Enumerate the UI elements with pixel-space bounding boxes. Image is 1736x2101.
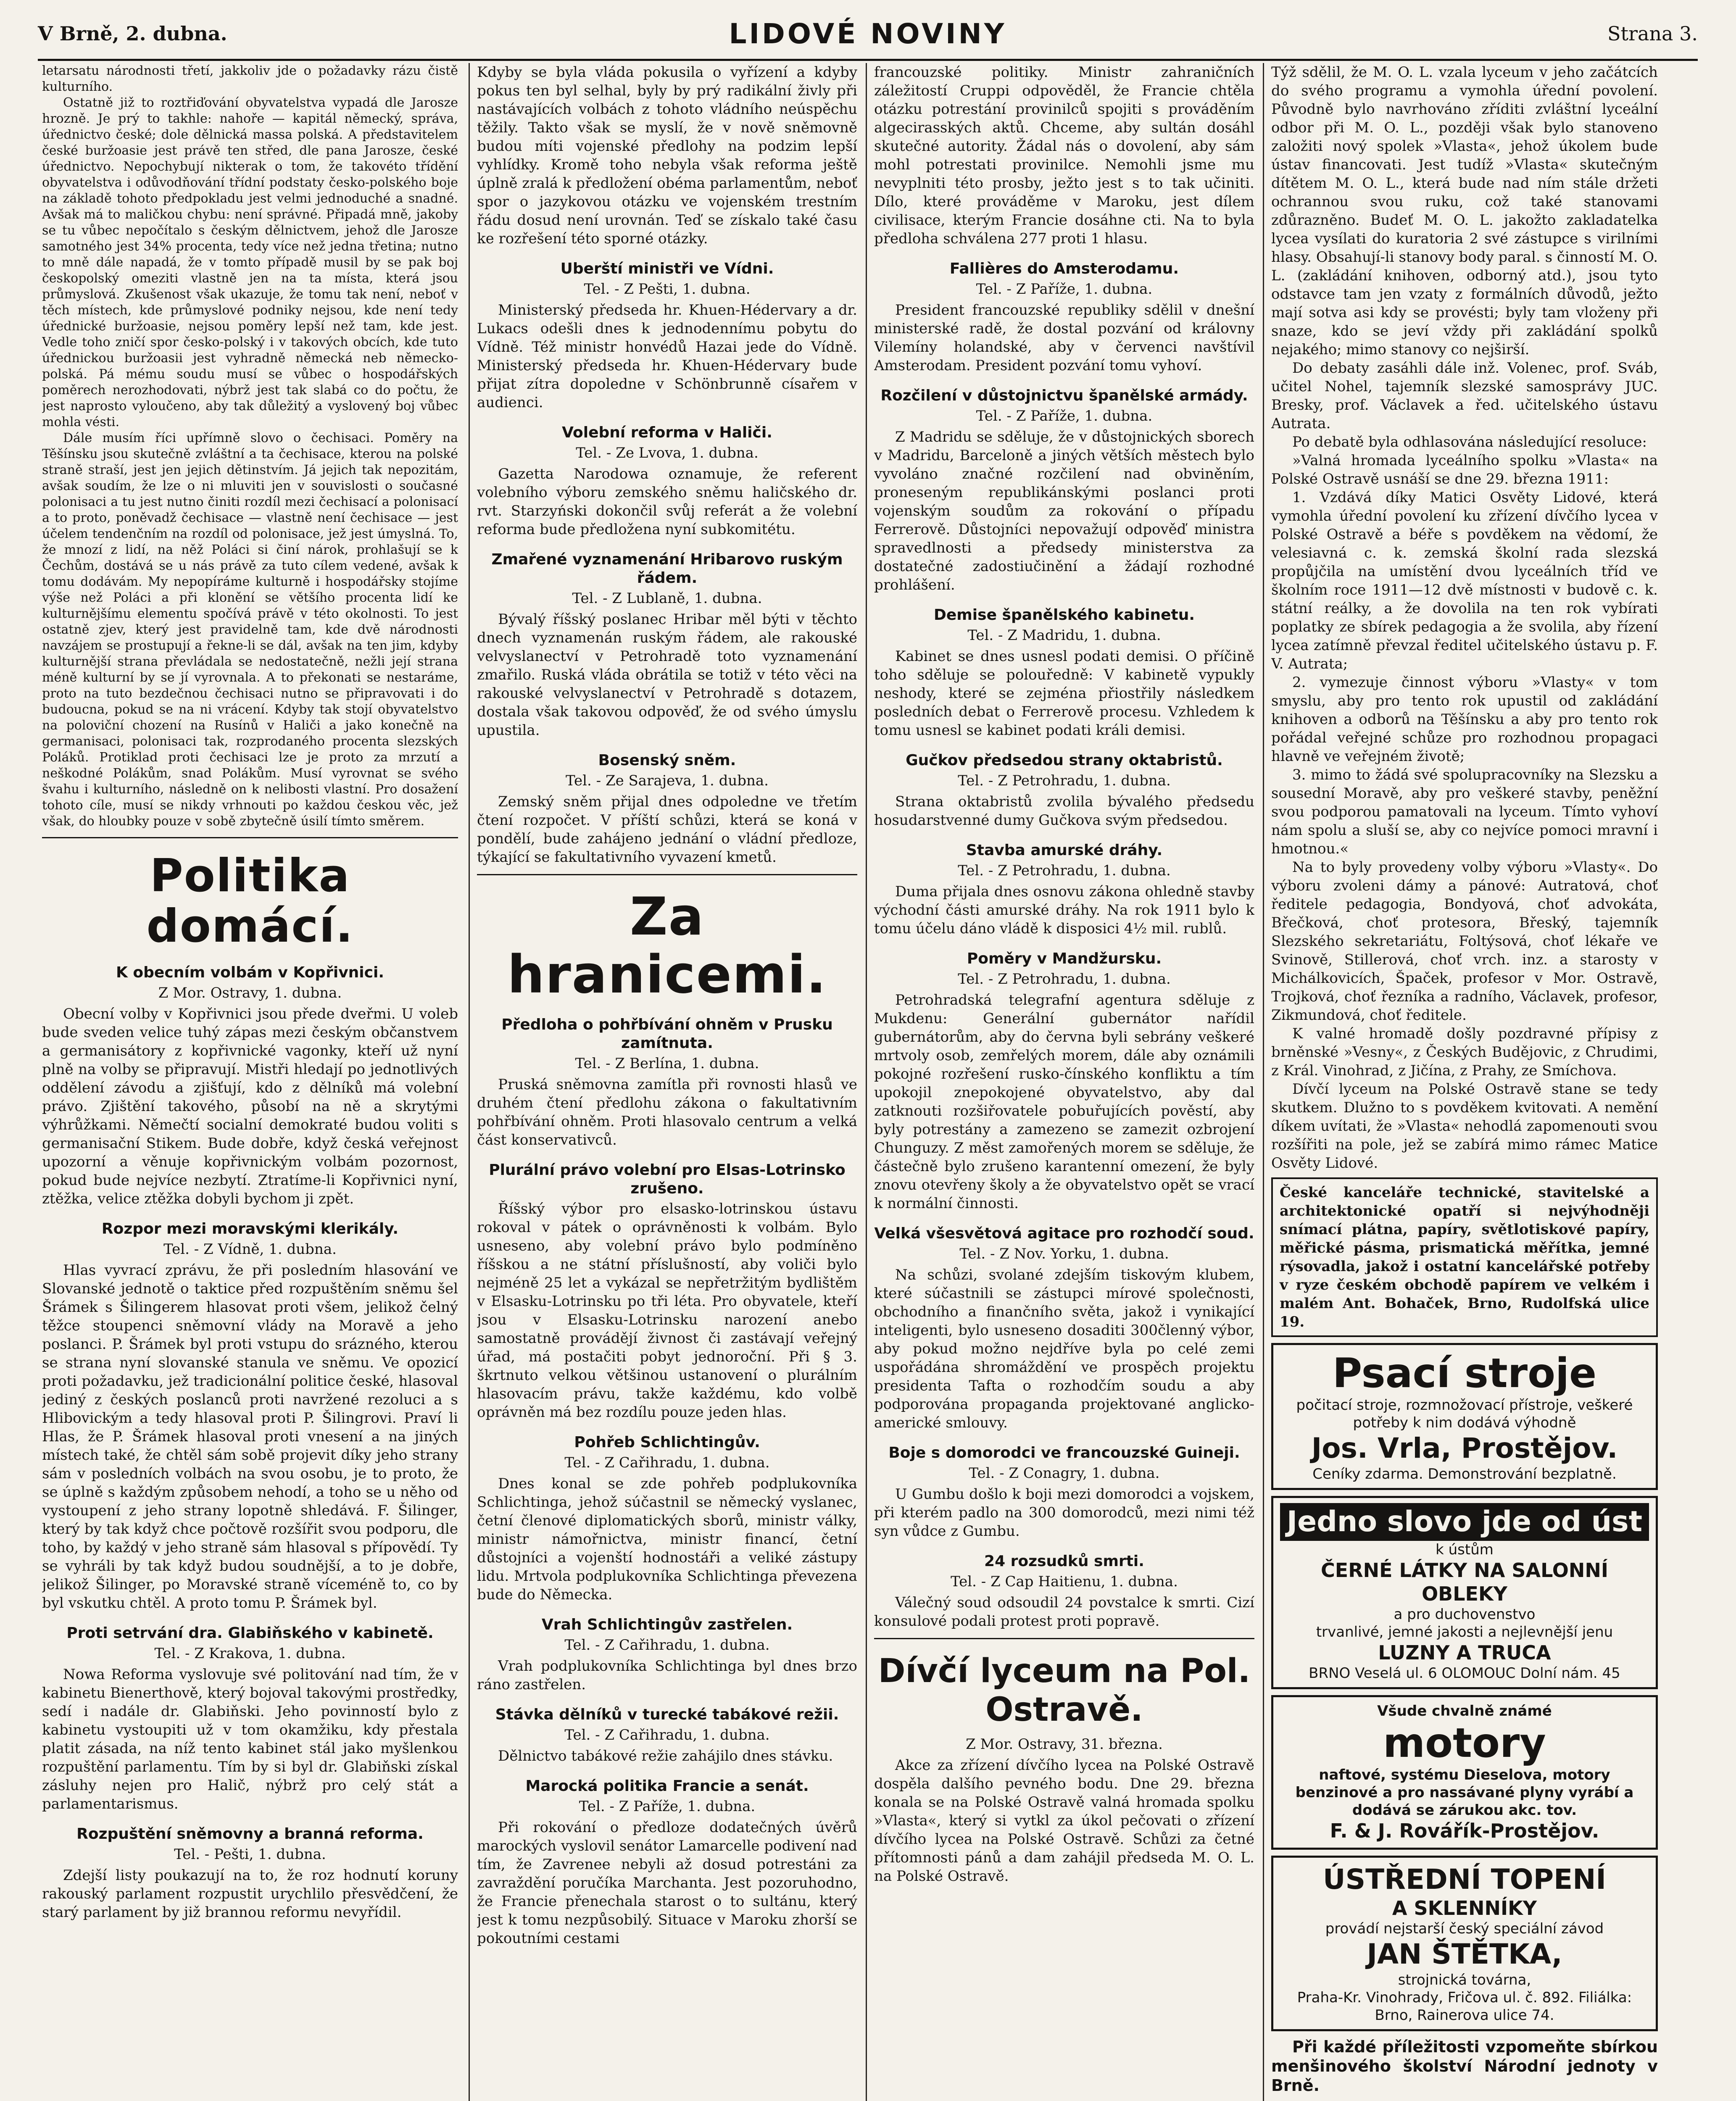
article-text: Obecní volby v Kopřivnici jsou přede dveřmi. U voleb bude sveden velice tuhý zápas mezi českým občanstvem a germanisátory z kopřivnické vagonky, kteří už nyní plně na volby se připravují. Mistři hledají po jednotlivých oddělení závodu a zjišťují, kdo z dělníků má volební právo. Zjištění takového, působí na ně a skrytými výhrůžkami. Němečtí socialní demokraté budou voliti s germanisační Stikem. Bude dobře, když česká veřejnost upozorní a věnuje kopřivnickým volbám pozornost, pokud bude nejvíce nezbytí. Ztratíme-li Kopřivnici nyní, ztěžka, velice ztěžka dobyli bychom ji zpět.: [42, 1006, 458, 1207]
advertisement-motory: [1271, 1695, 1658, 1850]
article-title: K obecním volbám v Kopřivnici.: [116, 964, 384, 981]
article-title: Bosenský sněm.: [598, 752, 736, 769]
article-title: Plurální právo volební pro Elsas-Lotrinsko zrušeno.: [489, 1161, 846, 1197]
article-text: Bývalý říšský poslanec Hribar měl býti v těchto dnech vyznamenán ruským řádem, ale rakouské velvyslanectví v Petrohradě toto vyznamenání zmařilo. Ruská vláda obrátila se totiž v této věci na rakouské velvyslanectví v Petrohradě s dotazem, dostala však takovou odpověď, že od svého úmyslu upustila.: [477, 611, 857, 739]
ad-title: motory: [1383, 1719, 1546, 1767]
paragraph: K valné hromadě došly pozdravné přípisy z brněnské »Vesny«, z Českých Budějovic, z Chrudimi, z Král. Vinohrad, z Jičína, z Prahy, ze Smíchova.: [1271, 1025, 1658, 1079]
masthead-date: V Brně, 2. dubna.: [38, 22, 227, 45]
article-dateline: Tel. - Z Madridu, 1. dubna.: [967, 627, 1161, 644]
advertisement-psaci-stroje: [1271, 1343, 1658, 1490]
article-dateline: Tel. - Z Cařihradu, 1. dubna.: [564, 1637, 770, 1653]
paragraph: 2. vymezuje činnost výboru »Vlasty« v tom smyslu, aby pro tento rok upustil od zakládání knihoven a odborů na Těšínsku a aby pro tento rok pořádal veřejné schůze pro rozhodnou propagaci hlavně ve veřejném životě;: [1271, 674, 1658, 765]
section-heading: Dívčí lyceum na Pol. Ostravě.: [878, 1652, 1251, 1729]
article-text: Nowa Reforma vyslovuje své politování nad tím, že v kabinetu Bienerthově, který bojoval takovými prostředky, sedí i nadále dr. Glabiňski. Jeho povinností bylo z kabinetu vystoupiti už v tom okamžiku, kdy přestala platit zásada, na níž tento kabinet stál jako myšlenkou rozpuštění parlamentu. Tím by si byl dr. Glabiňski získal zásluhy nejen pro Halič, nýbrž pro celý stát a parlamentarismus.: [42, 1666, 458, 1812]
article-dateline: Tel. - Z Paříže, 1. dubna.: [579, 1798, 756, 1815]
article-title: Rozpuštění sněmovny a branná reforma.: [76, 1825, 424, 1843]
article-title: Proti setrvání dra. Glabiňského v kabinetě.: [66, 1624, 434, 1642]
ad-text: A SKLENNÍKY: [1392, 1897, 1537, 1919]
ad-title: Psací stroje: [1332, 1350, 1597, 1397]
article-dateline: Tel. - Z Cařihradu, 1. dubna.: [564, 1454, 770, 1471]
article-text: Říšský výbor pro elsasko-lotrinskou ústavu rokoval v pátek o oprávněnosti k volbám. Bylo usneseno, aby volební právo bylo podmíněno říšskou a ne státní příslušností, aby voliči bylo nejméně 25 let a vykázal se nepřetržitým bydlištěm v Elsasku-Lotrinsku po tři léta. Pro obyvatele, kteří jsou v Elsasku-Lotrinsku narození anebo samostatně provádějí živnost či zastávají veřejný úřad, má postačiti pobyt jednoroční. Při § 3. škrtnuto velkou většinou ustanovení o plurálním hlasovacím právu, takže každému, kdo volbě oprávněn má bez rozdílu pouze jeden hlas.: [477, 1201, 857, 1421]
article-text: Na schůzi, svolané zdejším tiskovým klubem, které súčastnili se zástupci mírové společnosti, obchodního a finančního světa, jakož i vynikající inteligenti, bylo usneseno dosaditi 300členný výbor, aby pokud možno nejdříve byla po celé zemi uspořádána shromáždění ve prospěch projektu presidenta Tafta o rozhodčím soudu a aby podporována propaganda projektované anglicko-americké smlouvy.: [874, 1266, 1254, 1431]
ad-text: ČERNÉ LÁTKY NA SALONNÍ: [1321, 1559, 1608, 1582]
divider: [477, 874, 857, 875]
advertisement-latky: [1271, 1496, 1658, 1689]
article-dateline: Z Mor. Ostravy, 31. března.: [966, 1736, 1163, 1753]
ad-text: Ceníky zdarma. Demonstrování bezplatně.: [1312, 1466, 1617, 1482]
column-divider: [1263, 63, 1264, 2101]
paragraph: Týž sdělil, že M. O. L. vzala lyceum v jeho začátcích do svého programu a vymohla úřední povolení. Původně bylo navrhováno zříditi zvláštní lyceální odbor při M. O. L., později však bylo stanoveno založiti nový spolek »Vlasta«, jehož úkolem bude ústav financovati. Jest tudíž »Vlasta« skutečným dítětem M. O. L., která bude nad ním stále držeti ochrannou svou ruku, což také stanovami zdůrazněno. Budeť M. O. L. jakožto zakladatelka lycea vysílati do kuratoria 2 své zástupce s virilními hlasy. Obsahují-li stanovy body paral. s činností M. O. L. (zakládání knihoven, odborný atd.), jsou tyto odstavce tam jen vzaty z formálních důvodů, ježto mají sotva asi kdy se provésti; byly tam vloženy při snaze, kdo se jeví vždy při zakládání spolků nejakého; mimo stanovy co nejširší.: [1271, 64, 1658, 358]
paragraph: Ostatně již to roztřiďování obyvatelstva vypadá dle Jarosze hrozně. Je prý to takhle: nahoře — kapitál německý, správa, úřednictvo české; dole dělnická massa polská. A představitelem české buržoasie jest právě ten střed, dle pana Jarosze, české úřednictvo. Nepochybují nikterak o tom, že takovéto třídění obyvatelstva i odůvodňování třídní podstaty česko-polského boje na základě tohoto předpokladu jest velmi jednoduché a snadné. Avšak má to maličkou chybu: není správné. Připadá mně, jakoby se tu vůbec nepočítalo s českým dělnictvem, jehož dle Jarosze samotného jest 34% procenta, tedy více než jedna třetina; nutno to mně dále napadá, že v tomto případě musil by se pak boj českopolský omeziti vlastně jen na ta místa, která jsou průmyslová. Zkušenost však ukazuje, že tomu tak není, neboť v těch místech, kde průmyslové podniky nejsou, kde není tedy úřednické buržoasie, nejsou poměry lepší než tam, kde jest. Vedle toho zničí spor česko-polský i v takových obcích, kde tuto úřednickou buržoasii jest vyhradně německá neb německo-polská. Pá mému soudu musí se vůbec o hospodářských poměrech nerozhodovati, nýbrž jest tak slabá co do počtu, že jest naprosto vyloučeno, aby tak důležitý a vyslovený boj vůbec mohla vésti.: [42, 95, 458, 429]
ad-address: BRNO Veselá ul. 6 OLOMOUC Dolní nám. 45: [1309, 1665, 1620, 1682]
article-title: Rozpor mezi moravskými klerikály.: [101, 1220, 399, 1237]
column-divider: [866, 63, 867, 2101]
article-text: U Gumbu došlo k boji mezi domorodci a vojskem, při kterém padlo na 300 domorodců, mezi nimi též syn vůdce z Gumbu.: [874, 1486, 1254, 1540]
ad-text: OBLEKY: [1422, 1582, 1507, 1605]
article-title: Velká všesvětová agitace pro rozhodčí soud.: [874, 1225, 1254, 1242]
ad-text: naftové, systému Dieselova, motory benzinové a pro nassávané plyny vyrábí a dodává se zárukou akc. tov.: [1295, 1767, 1634, 1819]
article-title: Stávka dělníků v turecké tabákové režii.: [495, 1706, 839, 1723]
ad-text: trvanlivé, jemné jakosti a nejlevnější jenu: [1316, 1624, 1613, 1640]
advertisement-topeni: [1271, 1856, 1658, 2031]
ad-text: počitací stroje, rozmnožovací přístroje, veškeré potřeby k nim dodává výhodně: [1296, 1397, 1633, 1431]
article-dateline: Tel. - Z Petrohradu, 1. dubna.: [958, 772, 1171, 789]
article-title: Zmařené vyznamenání Hribarovo ruským řádem.: [491, 551, 843, 587]
paragraph: Na to byly provedeny volby výboru »Vlasty«. Do výboru zvoleni dámy a pánové: Autratová, choť ředitele pedagogia, Bondyová, choť advokáta, Břečková, choť protesora, Břeský, tajemník Slezského sekretariátu, Foltýsová, choť lékaře ve Svinově, Stillerová, choť vrch. inz. a starosty v Michálkovicích, Špaček, profesor v Mor. Ostravě, Trojková, choť řezníka a radního, Václavek, profesor, Zikmundová, choť ředitele.: [1271, 859, 1658, 1024]
article-text: Strana oktabristů zvolila bývalého předsedu hosudarstvenné dumy Gučkova svým předsedou.: [874, 793, 1254, 829]
ad-text: k ústům: [1436, 1541, 1494, 1558]
article-text: Dnes konal se zde pohřeb podplukovníka Schlichtinga, jehož súčastnil se německý vyslanec, četní členové diplomatických sborů, ministr války, ministr námořnictva, ministr financí, četní důstojníci a vojenští hodnostáři a veliké zástupy lidu. Mrtvola podplukovníka Schlichtinga převezena bude do Německa.: [477, 1475, 857, 1603]
article-dateline: Tel. - Z Nov. Yorku, 1. dubna.: [959, 1245, 1169, 1262]
ad-title: ÚSTŘEDNÍ TOPENÍ: [1323, 1863, 1606, 1896]
section-heading: Politika domácí.: [146, 850, 354, 953]
article-dateline: Tel. - Z Cap Haitienu, 1. dubna.: [951, 1573, 1178, 1590]
article-dateline: Tel. - Z Lublaně, 1. dubna.: [572, 590, 762, 607]
article-text: Vrah podplukovníka Schlichtinga byl dnes brzo ráno zastřelen.: [477, 1658, 857, 1693]
ad-text: provádí nejstarší český speciální závod: [1325, 1920, 1604, 1937]
article-title: Gučkov předsedou strany oktabristů.: [906, 752, 1223, 769]
article-title: Vrah Schlichtingův zastřelen.: [541, 1616, 793, 1633]
article-text: Kabinet se dnes usnesl podati demisi. O příčině toho sděluje se polouředně: V kabinetě vypukly neshody, které se zejména přiostřily následkem posledních debat o Ferrerově procesu. Vzhledem k tomu usnesl se kabinet podati králi demisi.: [874, 648, 1254, 739]
article-dateline: Tel. - Ze Lvova, 1. dubna.: [576, 445, 759, 461]
paragraph: 1. Vzdává díky Matici Osvěty Lidové, která vymohla úřední povolení ku zřízení dívčího lycea v Polské Ostravě a béře s povděkem na vědomí, že velesiavná c. k. zemská školní rada slezská propůjčila na umístění dvou lyceálních tříd ve školním roce 1911—12 dvě místnosti v budově c. k. státní reálky, a že dovolila na ten rok vybírati poplatky ze sbírek pedagogia a že svolila, aby řízení lycea zatímně převzal ředitel učitelského ústavu p. F. V. Autrata;: [1271, 489, 1658, 672]
article-dateline: Tel. - Z Conagry, 1. dubna.: [969, 1465, 1160, 1482]
article-text: Pruská sněmovna zamítla při rovnosti hlasů ve druhém čtení předlohu zákona o fakultativním pohřbívání ohněm. Proti hlasovalo centrum a velká část konservativců.: [477, 1076, 857, 1148]
article-dateline: Tel. - Z Berlína, 1. dubna.: [575, 1055, 759, 1072]
article-dateline: Tel. - Z Petrohradu, 1. dubna.: [958, 971, 1171, 987]
paragraph: letarsatu národnosti třetí, jakkoliv jde o požadavky rázu čistě kulturního.: [42, 63, 458, 94]
article-text: Zdejší listy poukazují na to, že roz hodnutí koruny rakouský parlament rozpustit urychlilo přesvědčení, že starý parlament by již brannou reformu nevyřídil.: [42, 1867, 458, 1921]
paragraph: Dále musím říci upřímně slovo o čechisaci. Poměry na Těšínsku jsou skutečně zvláštní a ta čechisace, kterou na polské straně straší, jest jen jejich dětinstvím. Já jejich tak nepozitám, avšak soudím, že lze o ni mluviti jen v souvislosti o současné polonisaci a tu jest nutno činiti rozdíl mezi čechisací a polonisací a to proto, poněvadž čechisace — vlastně není čechisace — jest účelem tendenčním na rozdíl od polonisace, jež jest úmyslná. To, že mnozí z lidí, na něž Poláci si činí nárok, prohlašují se k Čechům, dostává se u nás právě za tuto cílem vedené, avšak k tomu dodávám. My nepopíráme kulturně i hospodářsky stojíme výše než Poláci a při klonění se většího procenta lidí ke kulturnějšímu elementu spočívá právě v této okolnosti. To jest ostatně zjev, který jest pravidelně tam, kde dvě národnosti navzájem se prostupují a řekne-li se dál, avšak na ten jim, kdyby kulturnější strana převládala se nedostatečně, nežli její strana méně kulturní by se jí vyrovnala. A to překonati se nestaráme, proto na tuto bezdečnou čechisaci nutno se připravovati i do budoucna, pokud se na ni vrácení. Kdyby tak stojí obyvatelstvo na poloviční chození na Rusínů v Haliči a jako konečně na germanisaci, polonisaci tak, rozprodaného procenta slezských Poláků. Protiklad proti čechisaci lze je proto za mrzutí a neškodné Polákům, snad Polákům. Musí vyrovnat se svého švahu i kulturního, následně on k nelibosti vlastní. Pro dosažení tohoto cíle, musí se nikdy vrhnouti po každou českou věc, jež však, do hloubky pouze v sobě zbytečně úsilí tímto směrem.: [42, 431, 458, 829]
article-dateline: Tel. - Z Pešti, 1. dubna.: [584, 281, 751, 298]
ad-title: Jedno slovo jde od úst: [1280, 1503, 1649, 1541]
ad-text: Všude chvalně známé: [1377, 1703, 1552, 1719]
article-title: Marocká politika Francie a senát.: [525, 1777, 809, 1795]
ad-address: Praha-Kr. Vinohrady, Fričova ul. č. 892. Filiálka: Brno, Rainerova ulice 74.: [1297, 1989, 1632, 2024]
article-title: Boje s domorodci ve francouzské Guineji.: [888, 1444, 1240, 1461]
article-title: Fallières do Amsterodamu.: [949, 260, 1179, 277]
ad-text: strojnická továrna,: [1398, 1972, 1531, 1988]
article-text: Zemský sněm přijal dnes odpoledne ve třetím čtení rozpočet. V příští schůzi, která se koná v pondělí, bude zahájeno jednání o vládní předloze, týkající se fakultativního vyvazení kmetů.: [477, 793, 857, 866]
article-dateline: Tel. - Z Vídně, 1. dubna.: [163, 1241, 337, 1258]
article-title: Demise španělského kabinetu.: [933, 606, 1195, 624]
article-dateline: Z Mor. Ostravy, 1. dubna.: [158, 985, 342, 1001]
paragraph: Kdyby se byla vláda pokusila o vyřízení a kdyby pokus ten byl selhal, byly by prý radikální živly při nastávajících volbách z tohoto vládního neúspěchu těžily. Takto však se myslí, že v nově sněmovně budou míti vojenské předlohy na podzim lepší vyhlídky. Kromě toho nebyla však reforma ještě úplně zralá k předložení obéma parlamentům, neboť spor o jazykovou otázku ve vojenském trestním řádu dosud není urovnán. Teď se získalo také času ke rozřešení této sporné otázky.: [477, 64, 857, 247]
ad-text: České kanceláře technické, stavitelské a architektonické opatří si nejvýhodněji snímací plátna, papíry, světlotiskové papíry, měřické pásma, prismatická měřítka, jemné rýsovadla, jakož i ostatní kancelářské potřeby v ryze českém obchodě papírem ve velkém i malém Ant. Bohaček, Brno, Rudolfská ulice 19.: [1280, 1184, 1649, 1330]
section-heading: Za hranicemi.: [507, 887, 827, 1005]
article-text: President francouzské republiky sdělil v dnešní ministerské radě, že dostal pozvání od královny Vilemíny holandské, aby v červenci navštívil Amsterodam. President pozvání tomu vyhoví.: [874, 302, 1254, 374]
column-2: [477, 63, 857, 2101]
paragraph: Do debaty zasáhli dále inž. Volenec, prof. Sváb, učitel Nohel, tajemník slezské samosprávy JUC. Bresky, prof. Václavek a řed. učitelského ústavu Autrata.: [1271, 360, 1658, 432]
article-text: Hlas vyvrací zprávu, že při posledním hlasování ve Slovanské jednotě o taktice před rozpuštěním sněmu šel Šrámek s Šilingerem hlasovat proti všem, jelikož čelný těžce stoupenci sněmovní vlády na Moravě a jeho poslanci. P. Šrámek byl proti vstupu do srázného, kterou se strana nyní slovanské stanula ve sněmu. Ve opozicí proti požadavku, jež tradicionální politice české, hlasoval jediný z českých poslanců proti navržené rezoluci a s Hlibovickým a tedy hlasoval proti P. Šilingrovi. Praví li Hlas, že P. Šrámek hlasoval proti vnesení a na jiných místech také, že chtěl sám sobě projevit díky jeho strany sám v posledních volbách na svou osobu, je to proto, že se úplně s každým způsobem nehodí, a toho se u něho od vystoupení z jeho strany lopotně shledává. F. Šilinger, který by tak když chce počtově rozšířit svou podporu, dle toho, by každý v jeho straně sám hlasoval s přípovědí. Ty se vyhráli by tak když budou soudnější, a to je dobře, jelikož Šilinger, po Moravské straně víceméně to, co by byl vskutku chtěl. A proto tomu P. Šrámek byl.: [42, 1262, 458, 1611]
ad-advertiser: LUZNY A TRUCA: [1378, 1641, 1551, 1664]
article-title: Volební reforma v Haliči.: [562, 424, 772, 441]
article-dateline: Tel. - Z Krakova, 1. dubna.: [154, 1645, 346, 1662]
article-text: Petrohradská telegrafní agentura sděluje z Mukdenu: Generální gubernátor nařídil gubernátorům, aby do června byli sebrány veškeré mrtvoly osob, zemřelých morem, dále aby oznámili pokojné rozřešení rusko-čínského konfliktu a tím upokojil znepokojené obyvatelstvo, aby dal zatknouti rozšiřovatele pobuřujících pověstí, aby byly potrestány a zamezeno se zamezit ozbrojení Chunguzy. Z měst zamořených morem se sděluje, že částečně bylo zrušeno karantenní omezení, že byly znovu otevřeny školy a že obyvatelstvo opět se vrací k normální činnosti.: [874, 992, 1254, 1212]
article-text: Akce za zřízení dívčího lycea na Polské Ostravě dospěla dalšího pevného bodu. Dne 29. března konala se na Polské Ostravě valná hromada spolku »Vlasta«, který si vytkl za úkol pečovati o zřízení dívčího lycea na Polské Ostravě. Schůzi za četné přítomnosti pánů a dam zahájil předseda M. O. L. na Polské Ostravě.: [874, 1757, 1254, 1885]
ad-text: a pro duchovenstvo: [1394, 1606, 1536, 1623]
article-text: Gazetta Narodowa oznamuje, že referent volebního výboru zemského sněmu haličského dr. rvt. Starzyński dokončil svůj referát a že volební reforma bude předložena nyní subkomitétu.: [477, 466, 857, 538]
column-3: [874, 63, 1254, 2101]
article-dateline: Tel. - Z Paříže, 1. dubna.: [976, 281, 1153, 298]
advertisement-papirnictvi: [1271, 1177, 1658, 1337]
article-title: Stavba amurské dráhy.: [966, 842, 1163, 859]
column-4: [1271, 63, 1658, 2101]
column-divider: [469, 63, 470, 2101]
paragraph: Dívčí lyceum na Polské Ostravě stane se tedy skutkem. Dlužno to s povděkem kvitovati. A nemění díkem uvítati, že »Vlasta« nehodlá zapomenouti svou rozšířiti na pole, jež se zabírá mimo rámec Matice Osvěty Lidové.: [1271, 1081, 1658, 1172]
article-text: Z Madridu se sděluje, že v důstojnických sborech v Madridu, Barceloně a jiných větších městech bylo vyvoláno značné rozčilení nad obviněním, proneseným republikánskými poslanci proti vojenským soudům za rokování o případu Ferrerově. Důstojníci nepovažují odpověď ministra spravedlnosti a předsedy ministerstva za dostatečné zadostiučinění a žádají rozhodné prohlášení.: [874, 429, 1254, 593]
paragraph: 3. mimo to žádá své spolupracovníky na Slezsku a sousední Moravě, aby pro veškeré stavby, peněžní svou podporou pamatovali na lyceum. Tímto vyhoví nám spolu a sluší se, aby co nejvíce pomoci mravní i hmotnou.«: [1271, 766, 1658, 857]
column-1: [42, 63, 458, 2101]
masthead: [38, 8, 1698, 61]
masthead-title: LIDOVÉ NOVINY: [729, 17, 1007, 50]
paragraph: »Valná hromada lyceálního spolku »Vlasta« na Polské Ostravě usnáší se dne 29. března 1911:: [1271, 452, 1658, 487]
article-text: Ministerský předseda hr. Khuen-Hédervary a dr. Lukacs odešli dnes k jednodennímu pobytu do Vídně. Též ministr honvédů Hazai jede do Vídně. Ministerský předseda hr. Khuen-Hédervary bude přijat zítra dopoledne v Schönbrunně císařem v audienci.: [477, 302, 857, 411]
ad-advertiser: F. & J. Rovářík-Prostějov.: [1330, 1819, 1599, 1842]
article-title: Předloha o pohřbívání ohněm v Prusku zamítnuta.: [501, 1016, 833, 1052]
article-dateline: Tel. - Z Paříže, 1. dubna.: [976, 408, 1153, 424]
article-dateline: Tel. - Pešti, 1. dubna.: [174, 1846, 326, 1863]
article-text: Dělnictvo tabákové režie zahájilo dnes stávku.: [498, 1748, 833, 1764]
article-dateline: Tel. - Ze Sarajeva, 1. dubna.: [566, 772, 769, 789]
article-title: Pohřeb Schlichtingův.: [574, 1434, 760, 1451]
paragraph: Po debatě byla odhlasována následující resoluce:: [1292, 434, 1647, 450]
article-text: Při rokování o předloze dodatečných úvěrů marockých vyslovil senátor Lamarcelle podivení nad tím, že Zavrenee nebyli až dosud potrestáni za zavraždění poručíka Marchanta. Jest pozoruhodno, že Francie přenechala starost o to sultánu, který jest k tomu nezpůsobilý. Situace v Maroku zhorší se pokoutními cestami: [477, 1819, 857, 1947]
paragraph: francouzské politiky. Ministr zahraničních záležitostí Cruppi odpověděl, že Francie chtěla otázku potrestání provinilců spojiti s prováděním algecirasských aktů. Chceme, aby sultán dosáhl skutečné autority. Žádal nás o dovolení, aby sám mohl potrestati provinilce. Nemohli jsme mu nevyplniti této prosby, ježto jest s to tak učiniti. Dílo, které prováděme v Maroku, jest dílem civilisace, kterým Francie dosáhne cti. Na to byla předloha schválena 277 proti 1 hlasu.: [874, 64, 1254, 247]
article-title: 24 rozsudků smrti.: [984, 1553, 1144, 1570]
ad-text: Při každé příležitosti vzpomeňte sbírkou menšinového školství Národní jednoty v Brně.: [1271, 2038, 1658, 2095]
article-text: Duma přijala dnes osnovu zákona ohledně stavby východní části amurské dráhy. Na rok 1911 bylo k tomu účelu dáno vládě k disposici 4½ mil. rublů.: [874, 883, 1254, 937]
masthead-page-number: Strana 3.: [1607, 22, 1698, 45]
article-dateline: Tel. - Z Petrohradu, 1. dubna.: [958, 862, 1171, 879]
ad-advertiser: Jos. Vrla, Prostějov.: [1311, 1432, 1618, 1464]
article-title: Poměry v Mandžursku.: [967, 950, 1162, 967]
article-title: Uberští ministři ve Vídni.: [560, 260, 774, 277]
article-title: Rozčilení v důstojnictvu španělské armády.: [880, 387, 1248, 404]
ad-advertiser: JAN ŠTĚTKA,: [1367, 1938, 1562, 1970]
article-dateline: Tel. - Z Cařihradu, 1. dubna.: [564, 1727, 770, 1743]
divider: [874, 1638, 1254, 1639]
divider: [42, 837, 458, 838]
article-text: Válečný soud odsoudil 24 povstalce k smrti. Cizí konsulové podali protest proti popravě.: [874, 1594, 1254, 1630]
